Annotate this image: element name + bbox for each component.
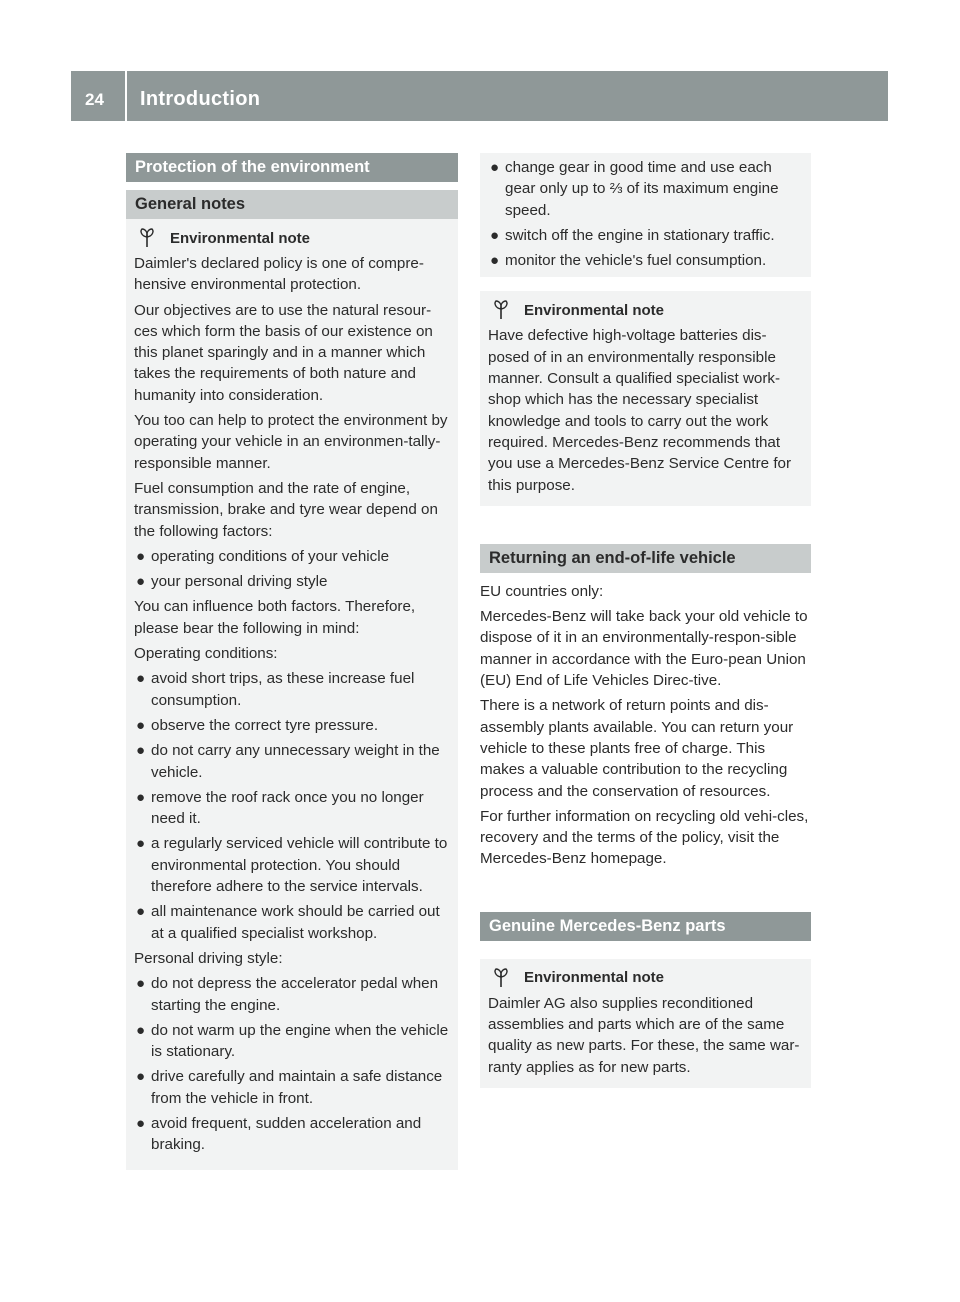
list-item-text: change gear in good time and use each gear only up to ⅔ of its maximum engine speed. — [505, 159, 779, 219]
list-item — [134, 787, 450, 830]
general-notes-box — [126, 219, 458, 1170]
note-title-text: Environmental note — [524, 301, 665, 319]
list-item — [134, 1113, 450, 1156]
bullet-icon: ● — [136, 1068, 146, 1086]
list-item — [134, 973, 450, 1016]
note-title-text: Environmental note — [170, 229, 311, 247]
paragraph: Personal driving style: — [134, 949, 283, 967]
environment-plant-icon — [490, 967, 512, 989]
bullet-icon: ● — [136, 835, 146, 853]
environmental-note-heading — [488, 967, 803, 989]
right-column — [480, 153, 811, 1088]
list-item-text: your personal driving style — [151, 573, 328, 591]
bullet-icon: ● — [136, 1021, 146, 1039]
list-item — [488, 225, 803, 246]
page-title: Introduction — [140, 88, 261, 110]
paragraph: Our objectives are to use the natural resour-ces which form the basis of our existence on this planet sparingly and in a manner which takes the requirements of both nature and humanity into consideration. — [134, 301, 433, 404]
battery-note-box — [480, 291, 811, 505]
list-item-text: remove the roof rack once you no longer need it. — [151, 788, 424, 828]
list-item — [134, 740, 450, 783]
paragraph: For further information on recycling old vehi-cles, recovery and the terms of the policy, visit the Mercedes-Benz homepage. — [480, 807, 809, 868]
environment-plant-icon — [136, 227, 158, 249]
bullet-icon: ● — [136, 788, 146, 806]
paragraph: There is a network of return points and dis-assembly plants available. You can return your vehicle to these plants free of charge. This makes a valuable contribution to the recycling process and the conservation of resources. — [480, 697, 794, 800]
list-item — [134, 1020, 450, 1063]
list-item-text: avoid short trips, as these increase fuel consumption. — [151, 670, 415, 709]
bullet-icon: ● — [490, 226, 500, 244]
section-heading-end-of-life: Returning an end-of-life vehicle — [480, 544, 811, 573]
environmental-note-heading — [134, 227, 450, 249]
paragraph: EU countries only: — [480, 582, 604, 600]
list-item — [134, 1066, 450, 1109]
bullet-icon: ● — [136, 573, 146, 591]
list-item — [488, 157, 803, 221]
page-number: 24 — [85, 90, 104, 109]
end-of-life-section — [480, 573, 811, 870]
section-heading-environment: Protection of the environment — [126, 153, 458, 182]
bullet-icon: ● — [136, 547, 146, 565]
list-item — [134, 901, 450, 944]
bullet-icon: ● — [136, 716, 146, 734]
list-item-text: drive carefully and maintain a safe distance from the vehicle in front. — [151, 1068, 443, 1107]
list-item-text: do not carry any unnecessary weight in the vehicle. — [151, 742, 440, 781]
environmental-note-heading — [488, 299, 803, 321]
parts-note-box — [480, 959, 811, 1088]
list-item — [134, 833, 450, 897]
list-item-text: do not warm up the engine when the vehicle is stationary. — [151, 1021, 449, 1061]
list-item-text: avoid frequent, sudden acceleration and braking. — [151, 1114, 422, 1154]
paragraph: Fuel consumption and the rate of engine, transmission, brake and tyre wear depend on the following factors: — [134, 479, 438, 540]
environment-plant-icon — [490, 299, 512, 321]
section-heading-genuine-parts: Genuine Mercedes-Benz parts — [480, 912, 811, 941]
list-item — [134, 668, 450, 711]
list-item — [488, 250, 803, 271]
operating-conditions-continued-list — [488, 157, 803, 271]
note-title-text: Environmental note — [524, 969, 665, 987]
paragraph: You too can help to protect the environment by operating your vehicle in an environmen-tally-responsible manner. — [134, 412, 448, 472]
list-item-text: observe the correct tyre pressure. — [151, 716, 379, 734]
list-item-text: all maintenance work should be carried out at a qualified specialist workshop. — [151, 903, 440, 942]
bullet-icon: ● — [136, 1114, 146, 1132]
list-item-text: do not depress the accelerator pedal when starting the engine. — [151, 975, 439, 1014]
paragraph: Mercedes-Benz will take back your old vehicle to dispose of it in an environmentally-respon-sible manner in accordance with the Euro-pean Union (EU) End of Life Vehicles Direc-tive. — [480, 608, 808, 690]
note-text: Daimler AG also supplies reconditioned assemblies and parts which are of the same quality as new parts. For these, the same war-ranty applies as for new parts. — [488, 994, 800, 1076]
list-item-text: switch off the engine in stationary traffic. — [505, 226, 775, 244]
list-item-text: operating conditions of your vehicle — [151, 547, 390, 565]
bullet-icon: ● — [136, 975, 146, 993]
list-item-text: monitor the vehicle's fuel consumption. — [505, 252, 767, 270]
list-item — [134, 715, 450, 736]
continued-list-box — [480, 153, 811, 277]
bullet-icon: ● — [136, 742, 146, 760]
bullet-icon: ● — [136, 903, 146, 921]
left-column — [126, 153, 458, 1170]
paragraph: Operating conditions: — [134, 645, 278, 663]
factors-list — [134, 546, 450, 593]
subsection-heading-general-notes: General notes — [126, 190, 458, 219]
header-divider — [125, 71, 127, 121]
list-item — [134, 571, 450, 592]
paragraph: You can influence both factors. Therefore, please bear the following in mind: — [134, 598, 416, 637]
note-text: Have defective high-voltage batteries dis-posed of in an environmentally responsible manner. Consult a qualified specialist work-shop which has the necessary specialist knowledge and tools to carry out the work required. Mercedes-Benz recommends that you use a Mercedes-Benz Service Centre for this purpose. — [488, 327, 792, 494]
bullet-icon: ● — [490, 159, 500, 176]
bullet-icon: ● — [136, 670, 146, 688]
list-item-text: a regularly serviced vehicle will contribute to environmental protection. You should therefore adhere to the service intervals. — [151, 835, 448, 896]
bullet-icon: ● — [490, 252, 500, 270]
paragraph: Daimler's declared policy is one of compre-hensive environmental protection. — [134, 255, 424, 294]
list-item — [134, 546, 450, 567]
personal-driving-list — [134, 973, 450, 1155]
operating-conditions-list — [134, 668, 450, 944]
